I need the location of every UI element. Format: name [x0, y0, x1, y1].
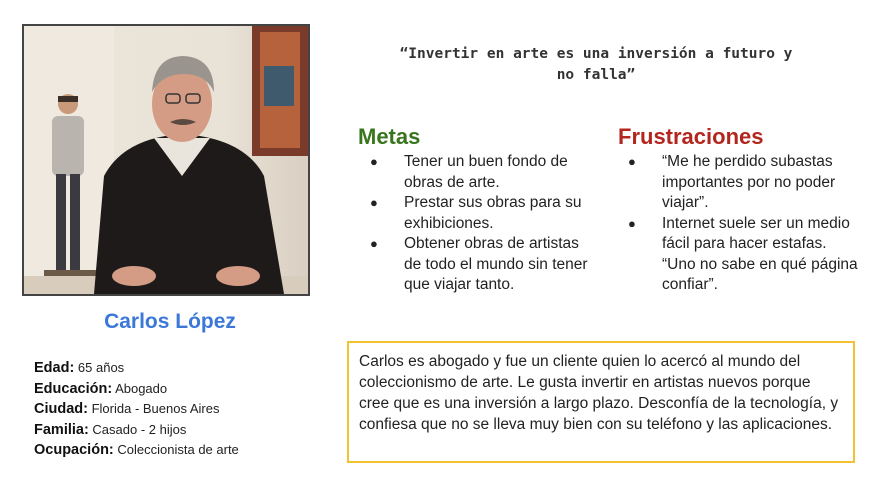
- bullet-icon: ●: [370, 154, 378, 169]
- persona-bio: Carlos es abogado y fue un cliente quien lo acercó al mundo del coleccionismo de arte. Le gusta invertir en artistas nuevos porque cree que es una inversión a largo plazo. Desconfía de la tecnología, y confiesa que no se lleva muy bien con su teléfono y las aplicaciones.: [347, 341, 855, 463]
- list-item: ● Obtener obras de artistas de todo el mundo sin tener que viajar tanto.: [370, 235, 588, 293]
- frustraciones-list: [618, 152, 858, 296]
- detail-age: Edad: 65 años: [34, 360, 125, 376]
- detail-family: Familia: Casado - 2 hijos: [34, 421, 187, 438]
- bullet-icon: ●: [628, 215, 636, 231]
- list-item: ● “Me he perdido subastas importantes por no poder viajar”.: [628, 153, 836, 211]
- bullet-icon: ●: [370, 195, 378, 210]
- detail-education: Educación: Abogado: [34, 380, 168, 397]
- detail-occupation: Ocupación: Coleccionista de arte: [34, 442, 239, 458]
- persona-name: Carlos López: [104, 310, 236, 333]
- metas-title: Metas: [358, 124, 421, 149]
- bullet-icon: ●: [628, 154, 636, 169]
- detail-city: Ciudad: Florida - Buenos Aires: [34, 401, 220, 417]
- persona-quote: “Invertir en arte es una inversión a futuro y no falla”: [399, 46, 793, 83]
- list-item: ● Internet suele ser un medio fácil para hacer estafas. “Uno no sabe en qué página confiar”.: [628, 214, 858, 293]
- persona-details: [34, 358, 239, 461]
- persona-photo: [22, 24, 310, 296]
- list-item: ● Prestar sus obras para su exhibiciones.: [370, 194, 582, 232]
- bullet-icon: ●: [370, 236, 378, 251]
- list-item: ● Tener un buen fondo de obras de arte.: [370, 153, 568, 191]
- metas-list: [360, 152, 590, 296]
- frustraciones-title: Frustraciones: [618, 124, 764, 149]
